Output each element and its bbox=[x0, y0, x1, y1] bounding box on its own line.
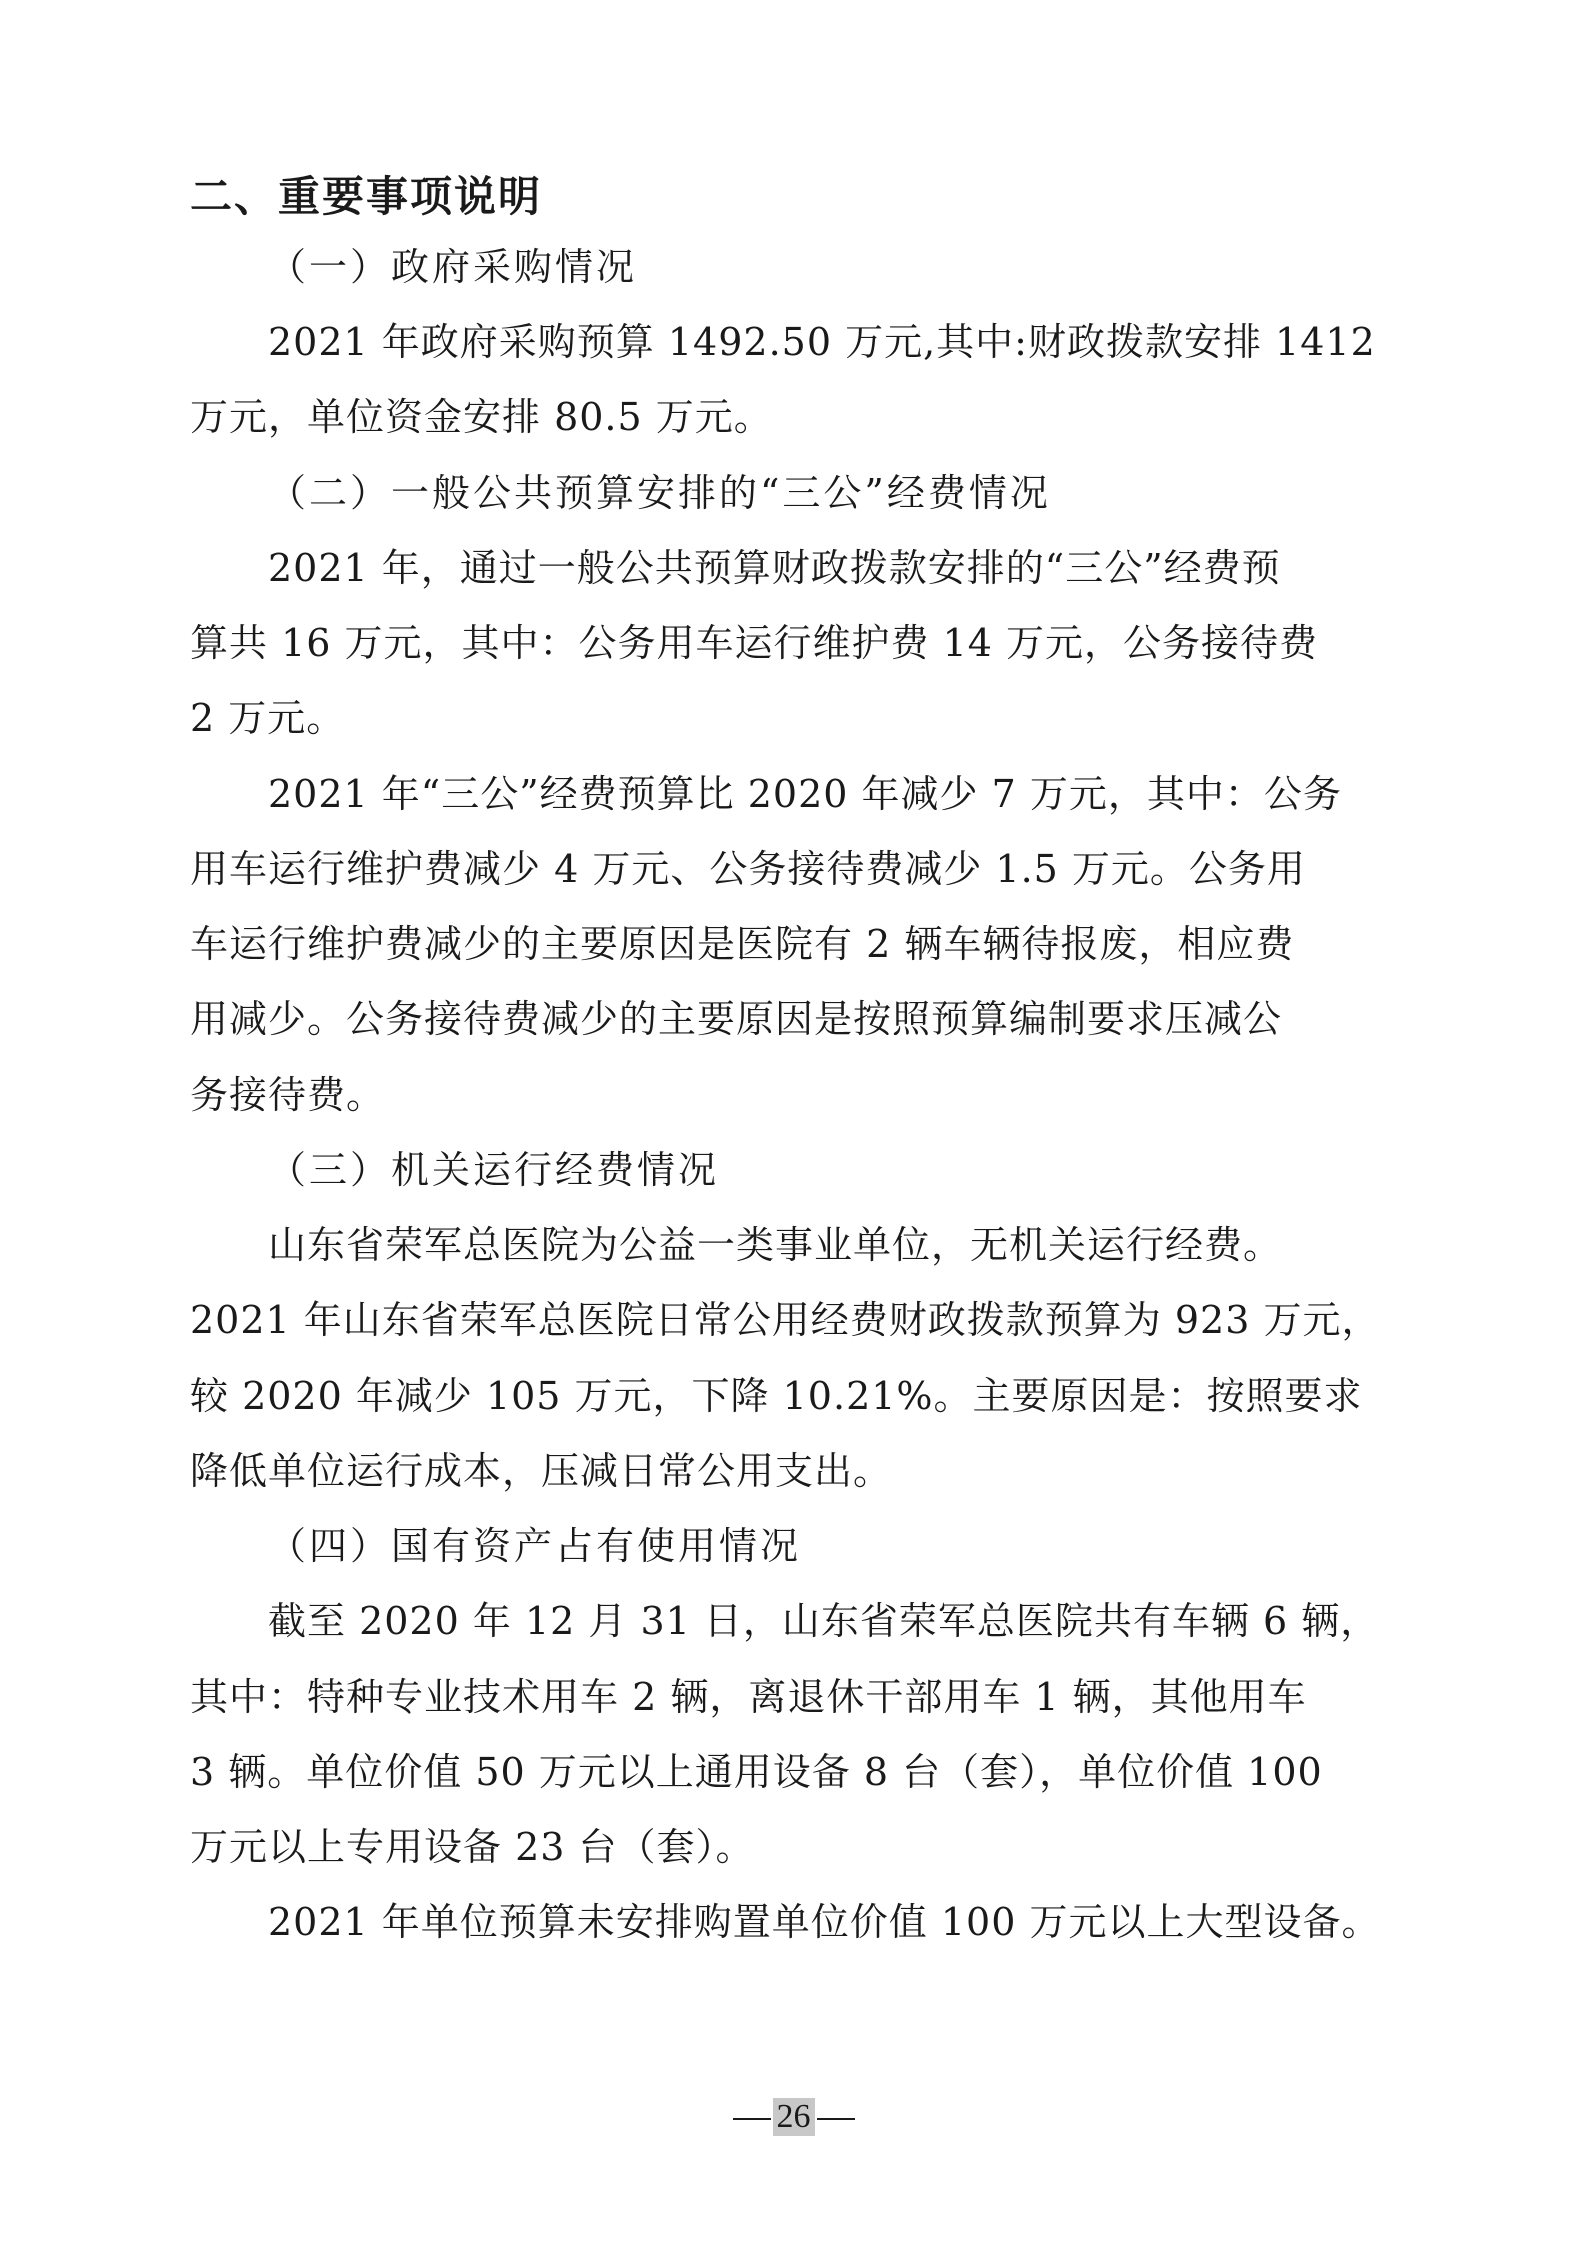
paragraph-line: 山东省荣军总医院为公益一类事业单位，无机关运行经费。 bbox=[268, 1223, 1283, 1267]
subsection-heading-1: （一）政府采购情况 bbox=[268, 245, 638, 289]
paragraph-line: 万元以上专用设备 23 台（套）。 bbox=[190, 1825, 755, 1869]
paragraph-line: 2021 年山东省荣军总医院日常公用经费财政拨款预算为 923 万元， bbox=[190, 1298, 1381, 1342]
page-number-value: 26 bbox=[773, 2098, 815, 2136]
paragraph-line: 万元，单位资金安排 80.5 万元。 bbox=[190, 395, 773, 439]
subsection-heading-4: （四）国有资产占有使用情况 bbox=[268, 1524, 802, 1568]
paragraph-line: 截至 2020 年 12 月 31 日，山东省荣军总医院共有车辆 6 辆， bbox=[268, 1599, 1380, 1643]
paragraph-line: 务接待费。 bbox=[190, 1073, 386, 1117]
paragraph-line: 3 辆。单位价值 50 万元以上通用设备 8 台（套），单位价值 100 bbox=[190, 1750, 1323, 1794]
paragraph-line: 2021 年“三公”经费预算比 2020 年减少 7 万元，其中：公务 bbox=[268, 772, 1342, 816]
paragraph-line: 降低单位运行成本，压减日常公用支出。 bbox=[190, 1449, 893, 1493]
paragraph-line: 用车运行维护费减少 4 万元、公务接待费减少 1.5 万元。公务用 bbox=[190, 847, 1306, 891]
section-title: 二、重要事项说明 bbox=[190, 172, 543, 221]
paragraph-line: 用减少。公务接待费减少的主要原因是按照预算编制要求压减公 bbox=[190, 997, 1283, 1041]
subsection-heading-2: （二）一般公共预算安排的“三公”经费情况 bbox=[268, 471, 1051, 515]
paragraph-line: 算共 16 万元，其中：公务用车运行维护费 14 万元，公务接待费 bbox=[190, 621, 1319, 665]
paragraph-line: 2021 年政府采购预算 1492.50 万元,其中:财政拨款安排 1412 bbox=[268, 320, 1376, 364]
paragraph-line: 2021 年，通过一般公共预算财政拨款安排的“三公”经费预 bbox=[268, 546, 1281, 590]
paragraph-line: 2 万元。 bbox=[190, 696, 346, 740]
paragraph-line: 其中：特种专业技术用车 2 辆，离退休干部用车 1 辆，其他用车 bbox=[190, 1675, 1307, 1719]
paragraph-line: 车运行维护费减少的主要原因是医院有 2 辆车辆待报废，相应费 bbox=[190, 922, 1295, 966]
paragraph-line: 2021 年单位预算未安排购置单位价值 100 万元以上大型设备。 bbox=[268, 1900, 1381, 1944]
page-number bbox=[0, 2098, 1587, 2136]
page-number-dash-left bbox=[733, 2118, 771, 2120]
page-number-dash-right bbox=[817, 2118, 855, 2120]
paragraph-line: 较 2020 年减少 105 万元，下降 10.21%。主要原因是：按照要求 bbox=[190, 1374, 1363, 1418]
subsection-heading-3: （三）机关运行经费情况 bbox=[268, 1148, 720, 1192]
